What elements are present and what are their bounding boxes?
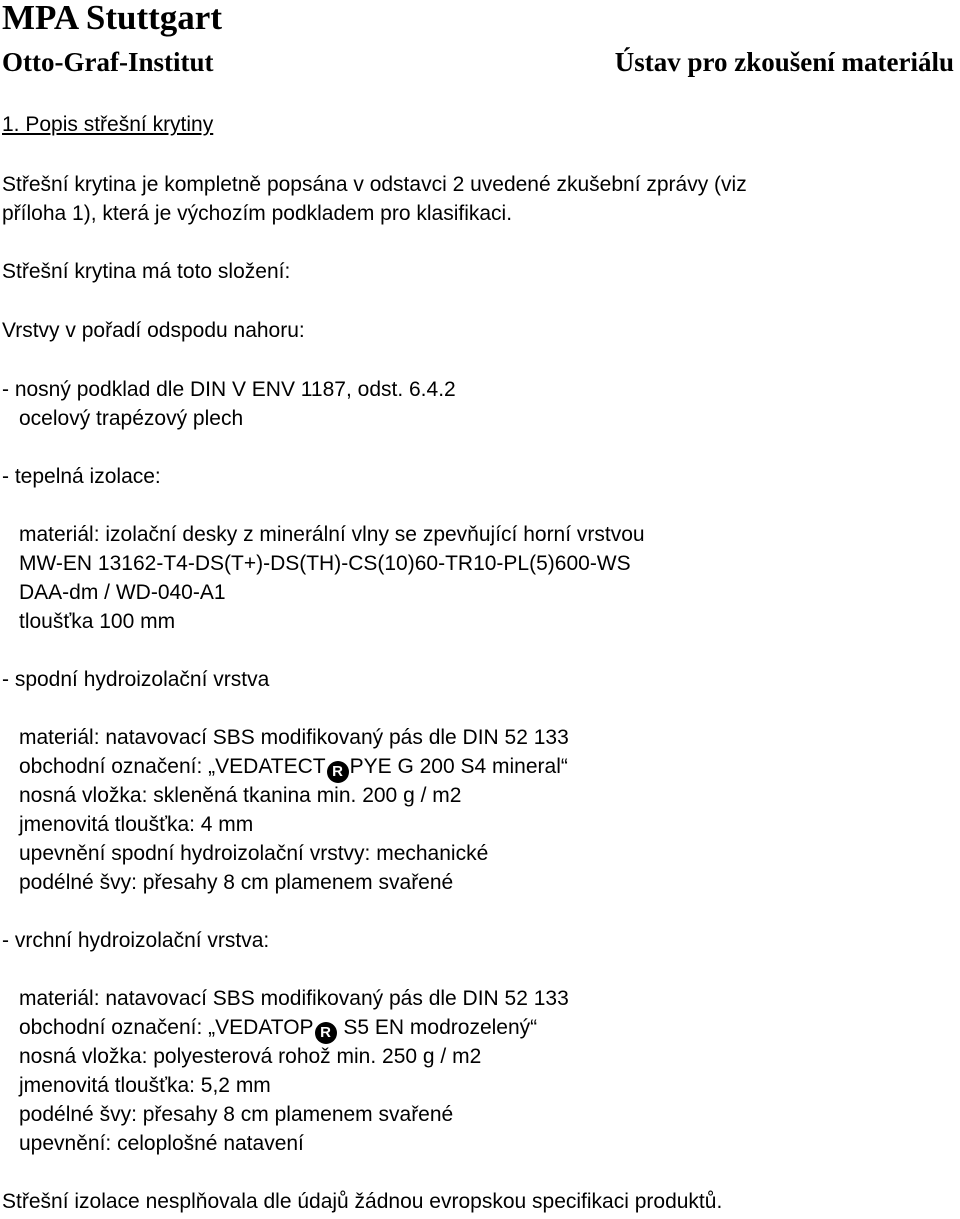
institute-name: Otto-Graf-Institut: [2, 47, 214, 77]
registered-trademark-icon: R: [327, 761, 349, 783]
layer-lower-line-6: podélné švy: přesahy 8 cm plamenem svařené: [19, 871, 454, 894]
layer-upper-line-6: upevnění: celoplošné natavení: [19, 1132, 304, 1155]
layer-lower-line-1: materiál: natavovací SBS modifikovaný pás dle DIN 52 133: [19, 726, 569, 749]
conclusion-line: Střešní izolace nesplňovala dle údajů žádnou evropskou specifikaci produktů.: [2, 1190, 723, 1213]
layer-lower-line-3: nosná vložka: skleněná tkanina min. 200 g / m2: [19, 784, 462, 807]
composition-line: Střešní krytina má toto složení:: [2, 260, 291, 283]
trade-name-prefix: obchodní označení: „VEDATOP: [19, 1016, 314, 1039]
layer-support-line: ocelový trapézový plech: [19, 407, 244, 430]
layer-upper-line-3: nosná vložka: polyesterová rohož min. 250 g / m2: [19, 1045, 482, 1068]
trade-name-suffix: PYE G 200 S4 mineral“: [349, 755, 568, 778]
layer-upper-trade-name: [19, 1013, 537, 1044]
layer-lower-title: - spodní hydroizolační vrstva: [2, 668, 270, 691]
layer-insulation-title: - tepelná izolace:: [2, 465, 161, 488]
layer-lower-line-5: upevnění spodní hydroizolační vrstvy: mechanické: [19, 842, 489, 865]
layer-upper-line-4: jmenovitá tloušťka: 5,2 mm: [19, 1074, 271, 1097]
layer-upper-title: - vrchní hydroizolační vrstva:: [2, 929, 270, 952]
intro-line-1: Střešní krytina je kompletně popsána v odstavci 2 uvedené zkušební zprávy (viz: [2, 173, 747, 196]
layer-lower-trade-name: [19, 752, 568, 783]
institute-name-cz: Ústav pro zkoušení materiálu: [614, 47, 954, 77]
layer-upper-line-1: materiál: natavovací SBS modifikovaný pás dle DIN 52 133: [19, 987, 569, 1010]
org-name: MPA Stuttgart: [2, 0, 222, 37]
layer-support-title: - nosný podklad dle DIN V ENV 1187, odst. 6.4.2: [2, 378, 456, 401]
layer-upper-line-5: podélné švy: přesahy 8 cm plamenem svařené: [19, 1103, 454, 1126]
section-heading: 1. Popis střešní krytiny: [2, 113, 214, 136]
trade-name-prefix: obchodní označení: „VEDATECT: [19, 755, 326, 778]
registered-trademark-icon: R: [315, 1022, 337, 1044]
layer-insulation-line-1: materiál: izolační desky z minerální vlny se zpevňující horní vrstvou: [19, 523, 645, 546]
intro-line-2: příloha 1), která je výchozím podkladem pro klasifikaci.: [2, 202, 513, 225]
layer-insulation-line-2: MW-EN 13162-T4-DS(T+)-DS(TH)-CS(10)60-TR10-PL(5)600-WS: [19, 552, 631, 575]
trade-name-suffix: S5 EN modrozelený“: [337, 1016, 538, 1039]
layer-insulation-line-4: tloušťka 100 mm: [19, 610, 176, 633]
layer-insulation-line-3: DAA-dm / WD-040-A1: [19, 581, 226, 604]
layers-order-line: Vrstvy v pořadí odspodu nahoru:: [2, 319, 305, 342]
layer-lower-line-4: jmenovitá tloušťka: 4 mm: [19, 813, 254, 836]
